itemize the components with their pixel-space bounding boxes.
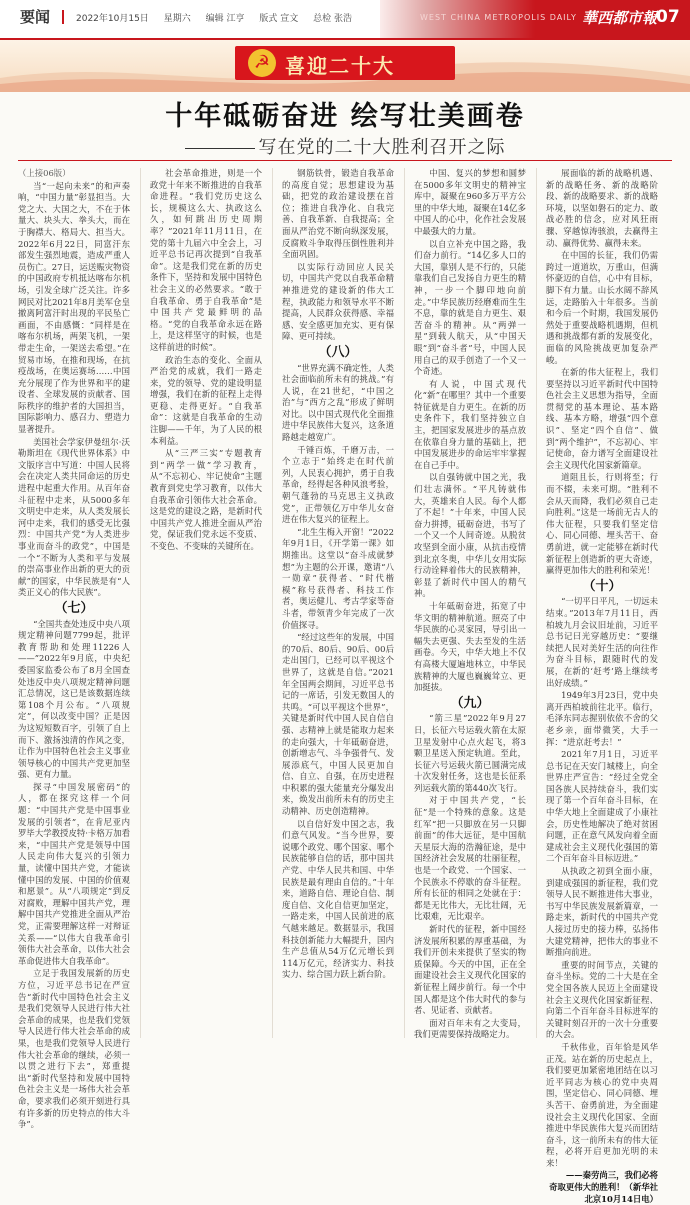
article-paragraph: “世界充满不确定性，人类社会面临前所未有的挑战。”有人说，在21世纪，“中国之治”与“西方之乱”形成了鲜明对比。以中国式现代化全面推进中华民族伟大复兴，这条道路越走越宽广。 bbox=[282, 362, 394, 443]
newspaper-english-name: WEST CHINA METROPOLIS DAILY bbox=[420, 13, 577, 22]
article-paragraph: 对于中国共产党，“长征”是一个特殊的意象。这是红军“把一只脚放在另一只脚前面”的伟大远征，是中国航天星辰大海的浩瀚征途，是中国经济社会发展的壮丽征程，也是一个政党、一个国家、一个民族永不停歇的奋斗征程。所有长征的相同之处就在于：都是无比伟大，无比壮阔，无比艰难，无比艰辛。 bbox=[414, 795, 526, 922]
article-paragraph: 重要的时间节点，关键的奋斗坐标。党的二十大是在全党全国各族人民迈上全面建设社会主义现代化国家新征程、向第二个百年奋斗目标进军的关键时刻召开的一次十分重要的大会。 bbox=[546, 959, 658, 1040]
title-divider bbox=[18, 160, 672, 161]
layout-credit: 版式 宣文 bbox=[259, 14, 299, 24]
article-paragraph: 立足于我国发展新的历史方位，习近平总书记在严宣告“新时代中国特色社会主义是我们党领导人民进行伟大社会革命的成果，也是我们党领导人民进行伟大社会革命的成果，也是我们党领导人民进行伟大社会革命的继续，必须一以贯之进行下去”，郑重提出“新时代坚持和发展中国特色社会主义是一场伟大社会革命，要求我们必须开刻进行具有许多新的历史特点的伟大斗争”。 bbox=[18, 968, 130, 1130]
article-paragraph: 2021年7月1日，习近平总书记在天安门城楼上，向全世界庄严宣告：“经过全党全国各族人民持续奋斗，我们实现了第一个百年奋斗目标，在中华大地上全面建成了小康社会，历史性地解决了绝对贫困问题，正在意气风发向着全面建成社会主义现代化强国的第二个百年奋斗目标迈进。” bbox=[546, 749, 658, 864]
article-paragraph: 以自立补充中国之路，我们奋力前行。“14亿多人口的大国，靠别人是不行的，只能靠我们自己发扬自力更生的精神，一步一个脚印地向前走。”中华民族历经磨难而生生不息，靠的就是自力更生、艰苦奋斗的精神。从“两弹一星”到载人航天，从“中国天眼”到“奋斗者”号，中国人民用自己的双手创造了一个又一个奇迹。 bbox=[414, 238, 526, 377]
section-label: 要闻 bbox=[20, 8, 51, 26]
article-column bbox=[18, 168, 130, 1130]
article-paragraph: “一切平日平凡，一切远未结束。”2013年7月11日，西柏坡九月会议旧址前，习近平总书记曰光穿越历史：“要继续把人民对美好生活的向往作为奋斗目标，跟随时代的发展，在新的‘赶考’路上继续考出好成绩。” bbox=[546, 596, 658, 688]
article-paragraph: “全国共查处违反中央八项规定精神问题7799起，批评教育帮助和处理11226人——”2022年9月底，中央纪委国家监委公布了8月全国查处违反中央八项规定精神问题汇总情况，这已是该数据连续第108个月公布。“八项规定”，何以改变中国？正是因为这短短数百字，引领了自上而下、激扬浊清的作风之变，让作为中国特色社会主义事业领导核心的中国共产党更加坚强、更有力量。 bbox=[18, 618, 130, 780]
newspaper-logo: 華西都市報 bbox=[582, 9, 658, 27]
article-paragraph: 在新的伟大征程上，我们要坚持以习近平新时代中国特色社会主义思想为指导，全面贯彻党的基本理论、基本路线、基本方略，增强“四个意识”、坚定“四个自信”、做到“两个维护”，不忘初心、牢记使命，奋力谱写全面建设社会主义现代化国家新篇章。 bbox=[546, 367, 658, 470]
article-paragraph: 中国、复兴的梦想和圆梦在5000多年文明史的精神宝库中，凝聚在960多万平方公里的中华大地，凝聚在14亿多中国人的心中，化作社会发展中最强大的力量。 bbox=[414, 168, 526, 236]
article-paragraph: 以实际行动回应人民关切，中国共产党以自我革命精神推进党的建设新的伟大工程，执政能力和领导水平不断提高，人民群众获得感、幸福感、安全感更加充实、更有保障、更可持续。 bbox=[282, 261, 394, 342]
article-paragraph: 有人说，中国式现代化“新”在哪里？其中一个重要特征就是自力更生。在新的历史条件下，我们坚持独立自主，把国家发展进步的基点放在依靠自身力量的基础上，把中国发展进步的命运牢牢掌握在自己手中。 bbox=[414, 378, 526, 470]
article-subtitle bbox=[0, 133, 690, 159]
subtitle-dash bbox=[185, 148, 255, 149]
section-number: （十） bbox=[582, 578, 622, 594]
article-column bbox=[150, 168, 262, 1038]
article-paragraph: 十年砥砺奋进，拓宽了中华文明的精神航道。照亮了中华民族的心灵家园，导引出一幅失去更强、失去至发的生活画卷。今天，中华大地上不仅有高楼大厦遍地林立，中华民族精神的大厦也巍巍耸立、更加挺拔。 bbox=[414, 600, 526, 693]
article-paragraph: 道阻且长，行则将至；行而不辍，未来可期。“胜利不会从天而降，我们必须自己走向胜利。”这是一场前无古人的伟大征程，只要我们坚定信心、同心同德、埋头苦干、奋勇前进，就一定能够在新时代新征程上创造新的更大奇迹，赢得更加伟大的胜利和荣光！ bbox=[546, 472, 658, 576]
article-paragraph: 千秋伟业，百年恰是风华正茂。站在新的历史起点上，我们要更加紧密地团结在以习近平同志为核心的党中央周围，坚定信心、同心同德、埋头苦干、奋勇前进，为全面建设社会主义现代化国家、全面推进中华民族伟大复兴而团结奋斗，这一前所未有的伟大征程，必将开启更加光明的未来！ bbox=[546, 1041, 658, 1168]
section-number: （七） bbox=[54, 600, 94, 616]
issue-weekday: 星期六 bbox=[163, 14, 191, 24]
section-divider bbox=[62, 10, 64, 24]
party-emblem-icon: ☭ bbox=[248, 49, 276, 77]
article-paragraph: 从执政之初到全面小康，到建成强国的新征程，我们党领导人民不断推进伟大事业，书写中华民族发展新篇章，一路走来，新时代的中国共产党人接过历史的接力棒，弘扬伟大建党精神，把伟大的事业不断推向前进。 bbox=[546, 866, 658, 958]
issue-date: 2022年10月15日 bbox=[76, 14, 149, 24]
section-number: （九） bbox=[450, 695, 490, 711]
article-paragraph: “经过这些年的发展，中国的70后、80后、90后、00后走出国门，已经可以平视这个世界了，这就是自信。”2021年全国两会期间，习近平总书记的一席话，引发无数国人的共鸣。“可以平视这个世界”，关键是新时代中国人民自信自强、志精神上就是能取力起来的走向强大，十年砥砺奋进，创新增志气、斗争强骨气、发展添底气，中国人民更加自信、自立、自强，在历史进程中积累的强大能量充分爆发出来，焕发出前所未有的历史主动精神、历史创造精神。 bbox=[282, 632, 394, 817]
article-paragraph: “箭三星”2022年9月27日，长征六号运载火箭在太原卫星发射中心点火起飞，将3颗卫星送入预定轨道。至此，长征六号运载火箭已圆满完成十次发射任务，这也是长征系列运载火箭的第440次飞行。 bbox=[414, 713, 526, 793]
article-paragraph: 从“三严三实”专题教育到“两学一做”学习教育，从“不忘初心、牢记使命”主题教育到党史学习教育，以伟大自我革命引领伟大社会革命。这是党的建设之路，是新时代中国共产党人推进全面从严治党，保证我们党永远不变质、不变色、不变味的关键所在。 bbox=[150, 448, 262, 551]
page-header bbox=[0, 0, 690, 40]
article-paragraph: 展面临的新的战略机遇、新的战略任务、新的战略阶段、新的战略要求、新的战略环境，以坚如磐石的定力、敢战必胜的信念，应对风狂雨骤、穿越惊涛骇浪，去赢得主动、赢得优势、赢得未来。 bbox=[546, 168, 658, 248]
article-paragraph: “北生生梅入开窗！”2022年9月1日，《开学第一课》如期推出。这堂以“奋斗成就梦想”为主题的公开课，邀请“八一勋章”获得者、“时代楷模”称号获得者、科技工作者，奥运健儿、考古学家等奋斗者，带领青少年完成了一次价值探寻。 bbox=[282, 526, 394, 630]
article-subtitle-text: 写在党的二十大胜利召开之际 bbox=[258, 137, 506, 158]
article-paragraph: 政治生态的变化、全面从严治党的成就，我们一路走来，党的领导、党的建设明显增强，我们在新的征程上走得更稳、走得更好。“自我革命”：这就是自我革命的生动注脚——千年，为了人民的根本利益。 bbox=[150, 354, 262, 446]
theme-banner bbox=[0, 40, 690, 92]
continuation-note: （上接06版） bbox=[18, 168, 71, 178]
proof-credit: 总检 张浩 bbox=[313, 14, 352, 24]
article-paragraph: 以自信好发中国之志，我们意气风发。“当今世界，要说哪个政党、哪个国家、哪个民族能够自信的话，那中国共产党、中华人民共和国、中华民族是最有理由自信的。”十年来，道路自信、理论自信、制度自信、文化自信更加坚定，一路走来，中国人民前进的底气越来越足。数据显示，我国科技创新能力大幅提升，国内生产总值从54万亿元增长到114万亿元，经济实力、科技实力、综合国力跃上新台阶。 bbox=[282, 818, 394, 980]
article-paragraph: 千锤百炼，千磨万击，一个立志于“始终走在时代前列，人民衷心拥护，勇于自我革命，经得起各种风浪考验，朝气蓬勃的马克思主义执政党”，正带领亿万中华儿女奋进在伟大复兴的征程上。 bbox=[282, 444, 394, 525]
article-paragraph: 新时代的征程，新中国经济发展所积累的厚重基础，为我们开创未来提供了坚实的物质保障。今天的中国，正在全面建设社会主义现代化国家的新征程上阔步前行。每一个中国人都是这个伟大时代的参与者、见证者、贡献者。 bbox=[414, 924, 526, 1016]
column-rule bbox=[404, 168, 405, 1038]
article-paragraph: 社会革命推进，则是一个政党十年来不断推进的自我革命进程。“我们党历史这么长，规模这么大、执政这么久，如何跳出历史周期率？”2021年11月11日，在党的第十九届六中全会上，习近平总书记再次提到“自我革命”。这是我们党在新的历史条件下，坚持和发展中国特色社会主义的必然要求。“敢于自我革命、勇于自我革命”是中国共产党最鲜明的品格。“党的自我革命永远在路上，是这样坚守的时候，也是这样前进的时候”。 bbox=[150, 168, 262, 352]
column-rule bbox=[272, 168, 273, 1038]
article-paragraph: 1949年3月23日，党中央离开西柏坡前往北平。临行，毛泽东同志握别依依不舍的父老乡亲，面带微笑，大手一挥：“进京赶考去！” bbox=[546, 690, 658, 747]
article-paragraph: 面对百年未有之大变局，我们更需要保持战略定力。 bbox=[414, 1017, 526, 1040]
article-paragraph: 钢筋铁骨，锻造自我革命的高度自觉；思想建设为基础，把党的政治建设摆在首位；推进自我净化、自我完善、自我革新、自我提高；全面从严治党不断向纵深发展，反腐败斗争取得压倒性胜利并全面巩固。 bbox=[282, 168, 394, 260]
article-column bbox=[414, 168, 526, 1038]
banner-title: 喜迎二十大 bbox=[285, 54, 395, 78]
article-paragraph: 探寻“中国发展密码”的人，都在探究这样一个问题：“中国共产党是中国事业发展的引领者”，在肯尼亚内罗毕大学教授皮特·卡格万加看来，“中国共产党是领导中国人民走向伟大复兴的引领力量，读懂中国共产党，才能读懂中国的发展、中国的价值观和愿景”。从“八项规定”到反对腐败，理解中国共产党，理解中国共产党推进全面从严治党，正需要理解这样一对辩证关系——“以伟大自我革命引领伟大社会革命，以伟大社会革命促进伟大自我革命”。 bbox=[18, 781, 130, 966]
article-paragraph: 在中国的长征，我们仍需跨过一道道坎，万重山，但满怀豪迈的自信，心中有目标，脚下有力量。山长水阔不辞风远，走路胎入十年很多。当前和今后一个时期，我国发展仍然处于重要战略机遇期，但机遇和挑战都有新的发展变化，面临的风险挑战更加复杂严峻。 bbox=[546, 250, 658, 365]
editor-credit: 编辑 江亨 bbox=[205, 14, 245, 24]
article-paragraph: 以自强铸就中国之光，我们壮志满怀。“平凡铸就伟大，英雄来自人民。每个人都了不起！”十年来，中国人民奋力拼搏，砥砺奋进，书写了一个又一个人间奇迹。从脱贫攻坚到全面小康，从抗击疫情到北京冬奥，中华儿女用实际行动诠释着伟大的民族精神，彰显了新时代中国人的精气神。 bbox=[414, 472, 526, 599]
page-number: 07 bbox=[656, 7, 680, 27]
issue-meta bbox=[76, 11, 364, 24]
article-paragraph: 当“一起向未来”的和声奏响，“中国力量”彰显担当。大党之大、大国之大，不在于体量大、块头大、拳头大，而在于胸襟大、格局大、担当大。2022年6月22日，同富汗东部发生强烈地震，造成严重人员伤亡。27日，运送赈灾物资的中国政府专机抵达喀布尔机场，引发全球广泛关注。许多网民对比2021年8月美军仓皇撤离阿富汗时出现的平民坠亡画面，不由感慨：“同样是在喀布尔机场，两架飞机，一架带走生命，一架送去希望。”在贸易市场，在推和现场，在抗疫战场，在奥运赛场……中国充分展现了作为世界和平的建设者、全球发展的贡献者、国际秩序的维护者的大国担当，国际影响力、感召力、塑造力显著提升。 bbox=[18, 180, 130, 435]
column-rule bbox=[536, 168, 537, 1038]
article-signature: ——秦劳尚三，我们必将奇取更伟大的胜利！（新华社北京10月14日电） bbox=[549, 1170, 658, 1204]
article-title: 十年砥砺奋进 绘写壮美画卷 bbox=[165, 101, 525, 132]
article-paragraph: 美国社会学家伊曼纽尔·沃勒斯坦在《现代世界体系》中文版序言中写道：中国人民将会在决定人类共同命运的历史进程中起重大作用。从百年奋斗征程中走来，从5000多年文明史中走来，从人类发展长河中走来，我们的感受无比强烈：中国共产党“为人类进步事业而奋斗的政党”，中国是一个“不断为人类和平与发展的崇高事业作出新的更大的贡献”的国家，中华民族是有“人类正义心的伟大民族”。 bbox=[18, 436, 130, 598]
section-number: （八） bbox=[318, 344, 358, 360]
column-rule bbox=[140, 168, 141, 1038]
article-column bbox=[282, 168, 394, 1038]
article-column bbox=[546, 168, 658, 1204]
